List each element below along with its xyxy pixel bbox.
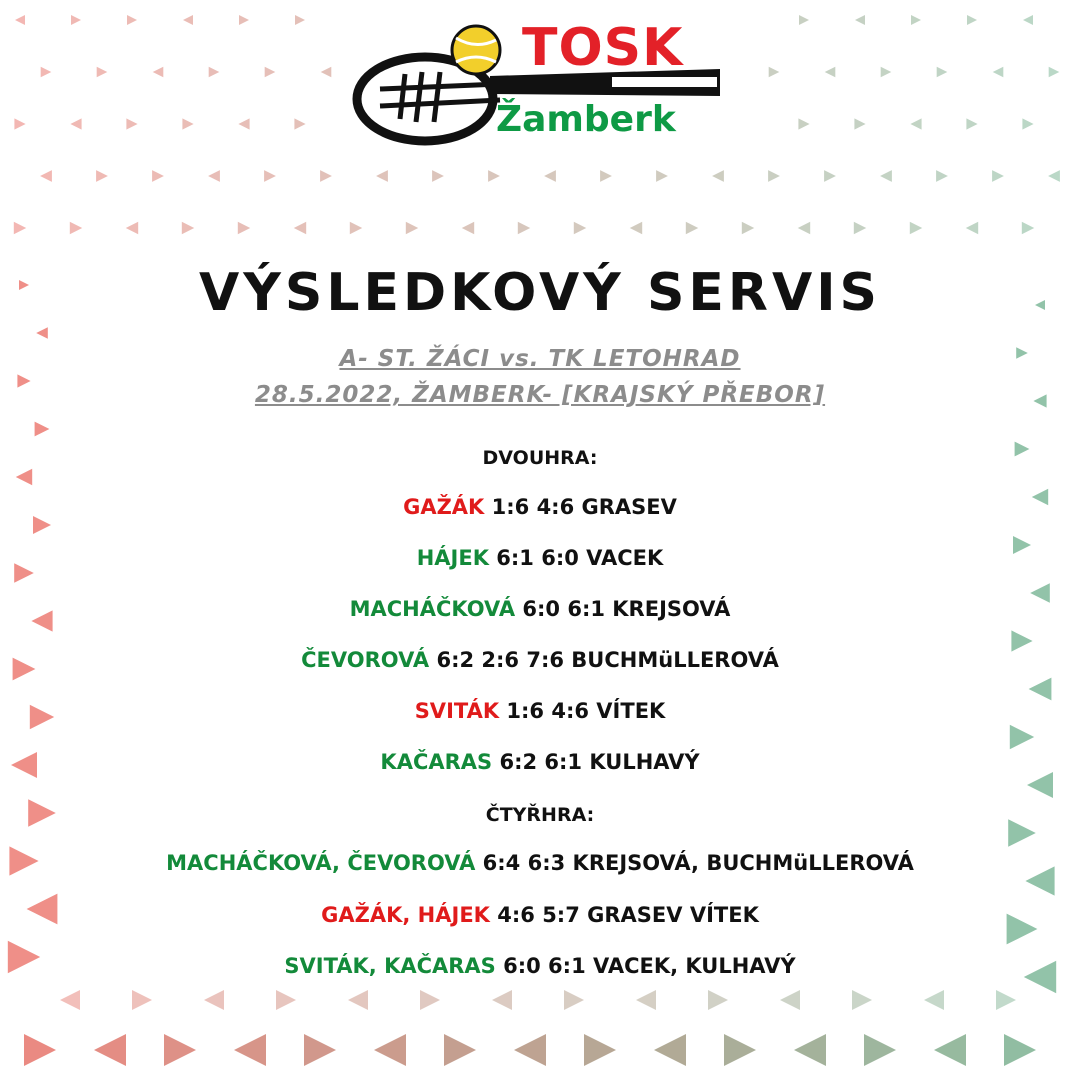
match-score: 6:2 2:6 7:6 [436,648,564,672]
decorative-triangle [182,222,194,234]
decorative-triangle [238,118,249,129]
away-pair: GRASEV VÍTEK [587,903,759,927]
match-score: 1:6 4:6 [506,699,589,723]
decorative-triangle [239,15,249,25]
singles-match-row [0,594,1080,624]
decorative-triangle [881,67,892,78]
decorative-triangle [321,67,332,78]
decorative-triangle [630,222,642,234]
decorative-triangle [70,222,82,234]
decorative-triangle [967,15,977,25]
home-player: GAŽÁK [403,495,485,519]
match-score: 4:6 5:7 [497,903,580,927]
decorative-triangle [60,990,80,1010]
home-pair: MACHÁČKOVÁ, ČEVOROVÁ [166,851,476,875]
away-player: KULHAVÝ [589,750,700,774]
decorative-triangle [153,67,164,78]
decorative-triangle [854,222,866,234]
decorative-triangle [780,990,800,1010]
decorative-triangle [574,222,586,234]
decorative-triangle [518,222,530,234]
decorative-triangle [432,170,444,182]
decorative-triangle [854,118,865,129]
decorative-triangle [320,170,332,182]
decorative-triangle [15,15,25,25]
decorative-triangle [294,222,306,234]
home-player: ČEVOROVÁ [301,648,430,672]
decorative-triangle [265,67,276,78]
decorative-triangle [798,222,810,234]
decorative-triangle [1023,15,1033,25]
decorative-triangle [544,170,556,182]
decorative-triangle [1022,118,1033,129]
decorative-triangle [798,118,809,129]
decorative-triangle [24,1034,56,1066]
decorative-triangle [182,118,193,129]
decorative-triangle [514,1034,546,1066]
decorative-triangle [768,170,780,182]
decorative-triangle [1022,222,1034,234]
decorative-triangle [769,67,780,78]
page-title: VÝSLEDKOVÝ SERVIS [199,263,881,323]
decorative-triangle [584,1034,616,1066]
decorative-triangle [348,990,368,1010]
decorative-triangle [209,67,220,78]
decorative-triangle [966,118,977,129]
decorative-triangle [70,118,81,129]
match-date-location: 28.5.2022, ŽAMBERK- [KRAJSKÝ PŘEBOR] [254,382,826,408]
decorative-triangle [152,170,164,182]
decorative-triangle [35,422,50,437]
decorative-triangle [686,222,698,234]
decorative-triangle [126,118,137,129]
match-subtitle: A- ST. ŽÁCI vs. TK LETOHRAD [339,346,741,372]
decorative-triangle [304,1034,336,1066]
decorative-triangle [234,1034,266,1066]
match-score: 6:1 6:0 [496,546,579,570]
decorative-triangle [94,1034,126,1066]
decorative-triangle [126,222,138,234]
decorative-triangle [127,15,137,25]
decorative-triangle [656,170,668,182]
decorative-triangle [492,990,512,1010]
away-player: KREJSOVÁ [612,597,731,621]
decorative-triangle [966,222,978,234]
decorative-triangle [636,990,656,1010]
match-score: 6:2 6:1 [499,750,583,774]
decorative-triangle [294,118,305,129]
decorative-triangle [911,15,921,25]
decorative-triangle [40,170,52,182]
decorative-triangle [488,170,500,182]
home-pair: GAŽÁK, HÁJEK [321,903,490,927]
decorative-triangle [934,1034,966,1066]
decorative-triangle [420,990,440,1010]
decorative-triangle [1049,67,1060,78]
decorative-triangle [462,222,474,234]
decorative-triangle [41,67,52,78]
logo-city-text: Žamberk [496,99,676,140]
decorative-triangle [71,15,81,25]
decorative-triangle [564,990,584,1010]
decorative-triangle [654,1034,686,1066]
away-player: VACEK [586,546,664,570]
decorative-triangle [374,1034,406,1066]
decorative-triangle [852,990,872,1010]
decorative-triangle [132,990,152,1010]
singles-match-row [0,492,1080,522]
away-pair: VACEK, KULHAVÝ [593,954,796,978]
decorative-triangle [1048,170,1060,182]
decorative-triangle [936,170,948,182]
decorative-triangle [1004,1034,1036,1066]
tosk-zamberk-logo [350,14,730,154]
match-score: 6:0 6:1 [522,597,605,621]
decorative-triangle [924,990,944,1010]
decorative-triangle [183,15,193,25]
decorative-triangle [376,170,388,182]
away-player: VÍTEK [596,699,666,723]
doubles-match-row [0,951,1080,981]
decorative-triangle [996,990,1016,1010]
singles-match-row [0,696,1080,726]
doubles-match-row [0,848,1080,878]
away-pair: KREJSOVÁ, BUCHMüLLEROVÁ [572,851,914,875]
decorative-triangle [208,170,220,182]
decorative-triangle [742,222,754,234]
home-player: MACHÁČKOVÁ [349,597,516,621]
decorative-triangle [864,1034,896,1066]
singles-heading: DVOUHRA: [482,447,598,469]
decorative-triangle [825,67,836,78]
decorative-triangle [824,170,836,182]
decorative-triangle [992,170,1004,182]
decorative-triangle [724,1034,756,1066]
decorative-triangle [794,1034,826,1066]
match-score: 6:0 6:1 [503,954,586,978]
decorative-triangle [600,170,612,182]
decorative-triangle [238,222,250,234]
decorative-triangle [406,222,418,234]
match-score: 6:4 6:3 [482,851,566,875]
decorative-triangle [444,1034,476,1066]
home-player: HÁJEK [416,546,489,570]
logo-brand-text: TOSK [522,18,684,78]
decorative-triangle [910,222,922,234]
match-score: 1:6 4:6 [491,495,575,519]
home-player: SVITÁK [414,699,500,723]
away-player: GRASEV [581,495,677,519]
decorative-triangle [97,67,108,78]
decorative-triangle [164,1034,196,1066]
away-player: BUCHMüLLEROVÁ [571,648,779,672]
decorative-triangle [264,170,276,182]
home-pair: SVITÁK, KAČARAS [284,954,496,978]
decorative-triangle [855,15,865,25]
doubles-match-row [0,900,1080,930]
decorative-triangle [96,170,108,182]
doubles-heading: ČTYŘHRA: [485,804,595,826]
decorative-triangle [204,990,224,1010]
decorative-triangle [295,15,305,25]
decorative-triangle [14,222,26,234]
singles-match-row [0,747,1080,777]
singles-match-row [0,645,1080,675]
decorative-triangle [937,67,948,78]
decorative-triangle [14,118,25,129]
decorative-triangle [1010,725,1034,749]
decorative-triangle [708,990,728,1010]
decorative-triangle [799,15,809,25]
decorative-triangle [350,222,362,234]
singles-match-row [0,543,1080,573]
home-player: KAČARAS [380,750,493,774]
decorative-triangle [276,990,296,1010]
decorative-triangle [993,67,1004,78]
decorative-triangle [880,170,892,182]
decorative-triangle [910,118,921,129]
decorative-triangle [712,170,724,182]
